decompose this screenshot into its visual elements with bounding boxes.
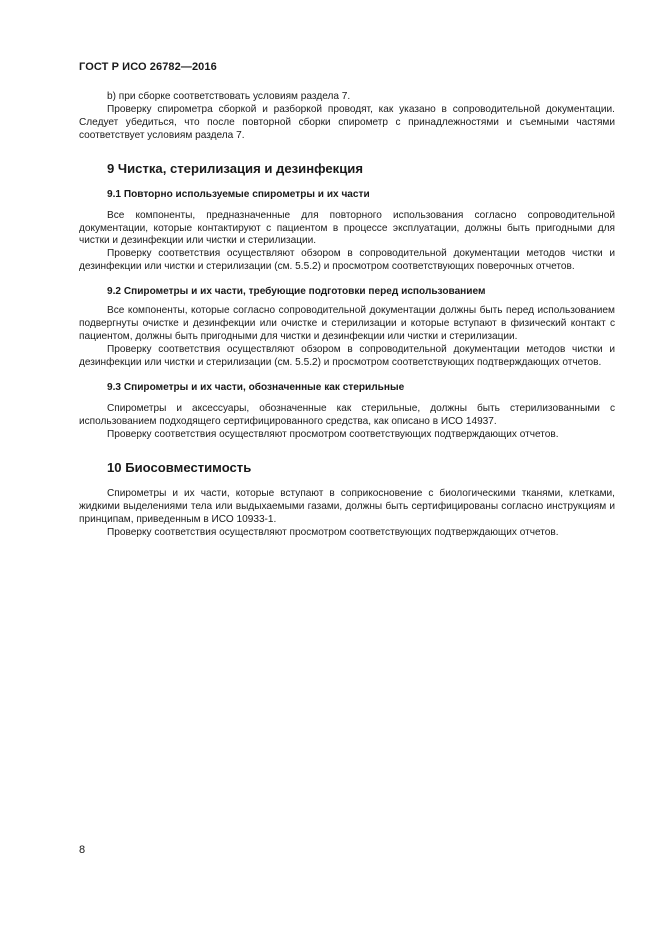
subsection-heading-9-1: 9.1 Повторно используемые спирометры и их части bbox=[107, 188, 370, 200]
section-heading-10: 10 Биосовместимость bbox=[107, 460, 252, 476]
paragraph: Спирометры и их части, которые вступают в соприкосновение с биологическими тканями, клетками, жидкими выделениями тела или выдыхаемыми газами, должны быть сертифицированы согласно инструкциям и принципам, приведенным в ИСО 10933-1. bbox=[79, 488, 615, 526]
paragraph: Проверку соответствия осуществляют просмотром соответствующих подтверждающих отчетов. bbox=[107, 527, 559, 539]
document-body bbox=[79, 91, 615, 540]
paragraph: Проверку соответствия осуществляют просмотром соответствующих подтверждающих отчетов. bbox=[107, 428, 559, 440]
paragraph: b) при сборке соответствовать условиям раздела 7. bbox=[107, 91, 351, 102]
subsection-heading-9-2: 9.2 Спирометры и их части, требующие подготовки перед использованием bbox=[107, 286, 486, 298]
paragraph: Все компоненты, которые согласно сопроводительной документации должны быть перед использованием подвергнуты очистке и дезинфекции или очистке и стерилизации и которые вступают в физический контакт с пациентом, должны быть пригодными для чистки и дезинфекции или чистки и стерилизации. bbox=[79, 305, 615, 342]
section-heading-9: 9 Чистка, стерилизация и дезинфекция bbox=[107, 160, 363, 176]
subsection-heading-9-3: 9.3 Спирометры и их части, обозначенные как стерильные bbox=[107, 381, 405, 393]
page-number: 8 bbox=[79, 844, 86, 856]
paragraph: Спирометры и аксессуары, обозначенные как стерильные, должны быть стерилизованными с использованием подходящего сертифицированного средства, как описано в ИСО 14937. bbox=[79, 402, 615, 427]
paragraph: Проверку спирометра сборкой и разборкой проводят, как указано в сопроводительной документации. Следует убедиться, что после повторной сборки спирометр с принадлежностями и съемными частями соответствует условиям раздела 7. bbox=[79, 103, 615, 141]
document-header: ГОСТ Р ИСО 26782—2016 bbox=[79, 61, 217, 73]
paragraph: Проверку соответствия осуществляют обзором в сопроводительной документации методов чистки и дезинфекции или чистки и стерилизации (см. 5.5.2) и просмотром соответствующих поверочных отчетов. bbox=[79, 248, 615, 273]
paragraph: Все компоненты, предназначенные для повторного использования согласно сопроводительной документации, которые контактируют с пациентом в процессе эксплуатации, должны быть пригодными для чистки и дезинфекции или чистки и стерилизации. bbox=[79, 209, 615, 247]
paragraph: Проверку соответствия осуществляют обзором в сопроводительной документации методов чистки и дезинфекции или чистки и стерилизации (см. 5.5.2) и просмотром соответствующих подтверждающих отчетов. bbox=[79, 343, 615, 368]
